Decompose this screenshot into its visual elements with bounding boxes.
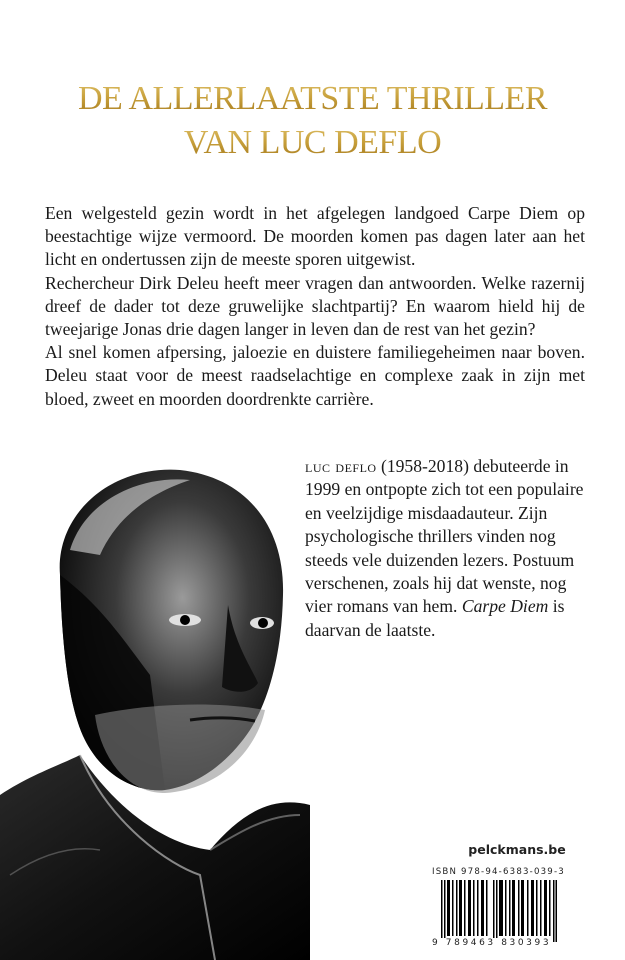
bio-text-2: is daarvan de laatste. — [305, 596, 565, 640]
author-name: luc deflo — [305, 456, 377, 476]
synopsis-paragraph-2: Rechercheur Dirk Deleu heeft meer vragen dan antwoorden. Welke razernij dreef de dader tot deze gruwelijke slachtpartij? En waarom hield hij de tweejarige Jonas drie dagen langer in leven dan de rest van het gezin? — [45, 272, 585, 340]
headline-line-1: DE ALLERLAATSTE THRILLER — [0, 77, 625, 121]
book-title-ref: Carpe Diem — [461, 596, 549, 617]
publisher-url: pelckmans.be — [468, 842, 566, 857]
barcode-digits: 9 789463 830393 — [432, 938, 552, 948]
author-bio-text — [305, 455, 595, 642]
synopsis — [45, 202, 585, 411]
synopsis-paragraph-3: Al snel komen afpersing, jaloezie en duistere familiegeheimen naar boven. Deleu staat voor de meest raadselachtige en complexe zaak in zijn met bloed, zweet en moorden doordrenkte carrière. — [45, 342, 585, 409]
cover-headline — [0, 77, 625, 165]
author-portrait — [0, 455, 310, 960]
headline-line-2: VAN LUC DEFLO — [0, 121, 625, 165]
isbn-label: ISBN 978-94-6383-039-3 — [432, 867, 565, 877]
author-bio — [305, 455, 595, 642]
bio-text-1: (1958-2018) debuteerde in 1999 en ontpopte zich tot een populaire en veelzijdige misdaadauteur. Zijn psychologische thrillers vinden nog steeds vele duizenden lezers. Postuum verschenen, zoals hij dat wenste, nog vier romans van hem. — [305, 456, 584, 617]
barcode — [441, 880, 557, 942]
synopsis-paragraph-1: Een welgesteld gezin wordt in het afgelegen landgoed Carpe Diem op beestachtige wijze vermoord. De moorden komen pas dagen later aan het licht en ondertussen zijn de meeste sporen uitgewist. — [45, 203, 585, 270]
